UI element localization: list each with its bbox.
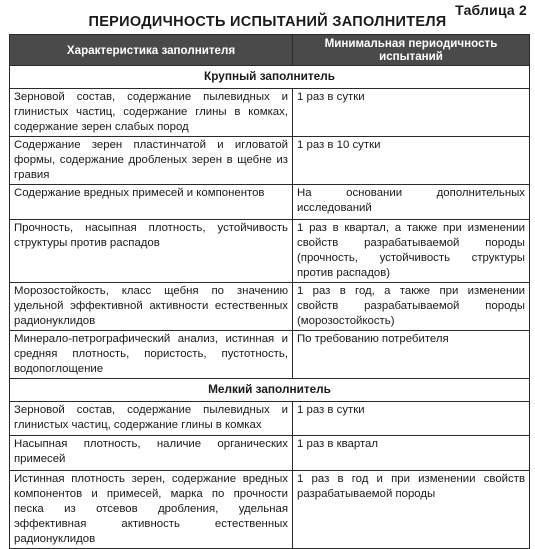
- header-row: [10, 35, 530, 66]
- characteristic-cell: Зерновой состав, содержание пылевидных и глинистых частиц, содержание глины в комках: [10, 402, 293, 436]
- frequency-cell: По требованию потребителя: [293, 331, 530, 379]
- characteristic-cell: Истинная плотность зерен, содержание вредных компонентов и примесей, марка по прочности песка из отсевов дробления, удельная эффективная активность естественных радионуклидов: [10, 471, 293, 549]
- table-row: [10, 471, 530, 549]
- header-characteristic: Характеристика заполнителя: [10, 35, 293, 66]
- frequency-cell: 1 раз в квартал, а также при изменении свойств разрабатываемой породы (прочность, устойчивость структуры против распадов): [293, 220, 530, 283]
- frequency-cell: 1 раз в квартал: [293, 436, 530, 471]
- characteristic-cell: Зерновой состав, содержание пылевидных и глинистых частиц, содержание глины в комках, содержание зерен слабых пород: [10, 89, 293, 137]
- characteristic-cell: Насыпная плотность, наличие органических примесей: [10, 436, 293, 471]
- characteristic-cell: Содержание вредных примесей и компонентов: [10, 185, 293, 220]
- frequency-cell: 1 раз в 10 сутки: [293, 137, 530, 185]
- frequency-cell: 1 раз в сутки: [293, 89, 530, 137]
- frequency-cell: На основании дополнительных исследований: [293, 185, 530, 220]
- table-row: [10, 220, 530, 283]
- frequency-cell: 1 раз в сутки: [293, 402, 530, 436]
- characteristic-cell: Морозостойкость, класс щебня по значению удельной эффективной активности естественных радионуклидов: [10, 283, 293, 331]
- characteristic-cell: Минерало-петрографический анализ, истинная и средняя плотность, пористость, пустотность, водопоглощение: [10, 331, 293, 379]
- table-row: [10, 436, 530, 471]
- frequency-cell: 1 раз в год, а также при изменении свойств разрабатываемой породы (морозостойкость): [293, 283, 530, 331]
- section-row: [10, 379, 530, 402]
- section-title-coarse: Крупный заполнитель: [10, 66, 530, 89]
- characteristic-cell: Прочность, насыпная плотность, устойчивость структуры против распадов: [10, 220, 293, 283]
- table-row: [10, 331, 530, 379]
- section-row: [10, 66, 530, 89]
- table-row: [10, 185, 530, 220]
- testing-frequency-table: [9, 34, 530, 549]
- table-row: [10, 137, 530, 185]
- table-row: [10, 89, 530, 137]
- frequency-cell: 1 раз в год и при изменении свойств разрабатываемой породы: [293, 471, 530, 549]
- table-row: [10, 283, 530, 331]
- table-row: [10, 402, 530, 436]
- characteristic-cell: Содержание зерен пластинчатой и игловатой формы, содержание дробленых зерен в щебне из гравия: [10, 137, 293, 185]
- header-frequency: Минимальная периодичность испытаний: [293, 35, 530, 66]
- table-number: Таблица 2: [455, 2, 527, 18]
- table-title: ПЕРИОДИЧНОСТЬ ИСПЫТАНИЙ ЗАПОЛНИТЕЛЯ: [88, 14, 447, 30]
- section-title-fine: Мелкий заполнитель: [10, 379, 530, 402]
